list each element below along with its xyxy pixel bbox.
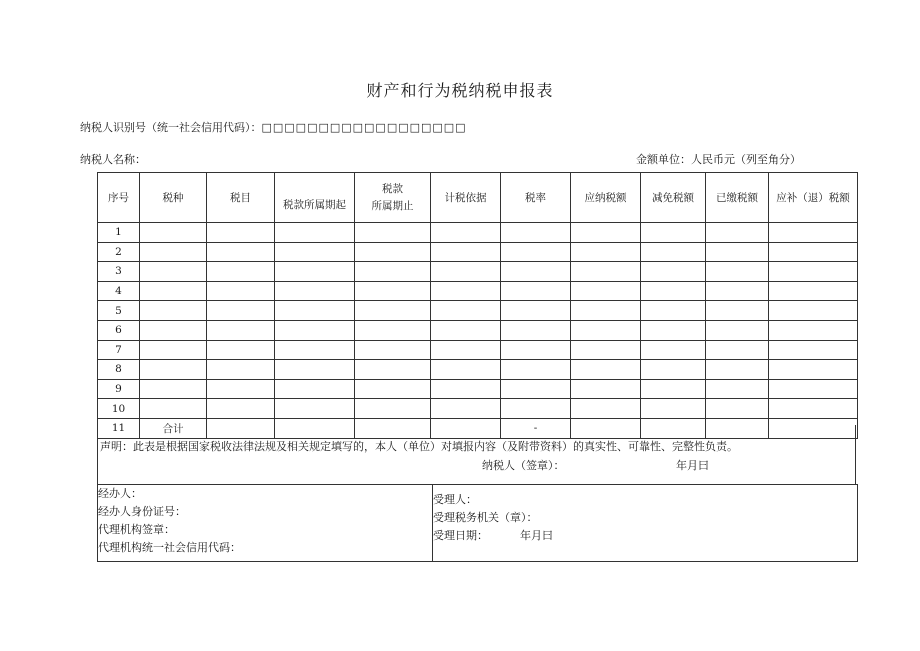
- table-row: [98, 301, 858, 321]
- table-cell[interactable]: [641, 262, 706, 282]
- table-cell[interactable]: [641, 281, 706, 301]
- header-period-end-line2: 所属期止: [371, 199, 414, 212]
- agency-code-label: 代理机构统一社会信用代码：: [98, 541, 241, 554]
- table-cell[interactable]: [431, 223, 501, 243]
- table-cell[interactable]: [769, 301, 858, 321]
- table-cell[interactable]: [706, 340, 769, 360]
- table-cell[interactable]: [355, 301, 431, 321]
- table-cell[interactable]: [571, 242, 641, 262]
- table-body: [98, 223, 858, 419]
- taxpayer-name-label: 纳税人名称：: [80, 153, 146, 166]
- header-period-start: 税款所属期起: [275, 173, 355, 223]
- agent-block: [98, 485, 433, 562]
- agent-acceptance-table: [97, 484, 858, 562]
- table-cell[interactable]: [769, 223, 858, 243]
- table-cell[interactable]: [641, 379, 706, 399]
- row-seq: 8: [98, 360, 140, 380]
- table-header-row: [98, 173, 858, 223]
- acceptance-block: [433, 485, 858, 562]
- table-cell[interactable]: [355, 320, 431, 340]
- table-cell[interactable]: [501, 360, 571, 380]
- table-cell[interactable]: [769, 399, 858, 419]
- table-cell[interactable]: [140, 360, 207, 380]
- row-seq: 6: [98, 320, 140, 340]
- header-period-end: [355, 173, 431, 223]
- acceptance-date-value: 年月曰: [520, 529, 553, 542]
- table-cell[interactable]: [140, 340, 207, 360]
- table-cell[interactable]: [431, 399, 501, 419]
- table-cell[interactable]: [641, 360, 706, 380]
- table-cell[interactable]: [355, 360, 431, 380]
- statement-date-label: 年月曰: [676, 459, 709, 472]
- table-cell[interactable]: [275, 242, 355, 262]
- table-cell[interactable]: [706, 320, 769, 340]
- table-cell[interactable]: [431, 320, 501, 340]
- table-row: [98, 379, 858, 399]
- table-cell[interactable]: [431, 301, 501, 321]
- row-seq: 4: [98, 281, 140, 301]
- table-cell[interactable]: [706, 281, 769, 301]
- table-cell[interactable]: [207, 399, 275, 419]
- table-cell[interactable]: [275, 320, 355, 340]
- tax-declaration-table: [97, 172, 858, 439]
- table-cell[interactable]: [571, 320, 641, 340]
- header-tax-item: 税目: [207, 173, 275, 223]
- acceptance-date-label: 受理日期：: [433, 529, 488, 542]
- table-cell[interactable]: [431, 242, 501, 262]
- table-cell[interactable]: [207, 340, 275, 360]
- table-cell[interactable]: [501, 340, 571, 360]
- table-cell[interactable]: [769, 262, 858, 282]
- table-cell[interactable]: [207, 320, 275, 340]
- table-cell[interactable]: [355, 399, 431, 419]
- header-refund: 应补（退）税额: [769, 173, 858, 223]
- table-cell[interactable]: [275, 360, 355, 380]
- table-row: [98, 320, 858, 340]
- table-cell[interactable]: [641, 242, 706, 262]
- total-label: 合计: [140, 418, 207, 438]
- table-cell[interactable]: [501, 223, 571, 243]
- table-cell[interactable]: [207, 262, 275, 282]
- table-cell[interactable]: [769, 320, 858, 340]
- table-cell[interactable]: [571, 360, 641, 380]
- table-cell[interactable]: [641, 340, 706, 360]
- table-row: [98, 281, 858, 301]
- table-cell[interactable]: [641, 399, 706, 419]
- table-cell[interactable]: [571, 262, 641, 282]
- authority-label: 受理税务机关（章）：: [433, 511, 538, 524]
- header-payable: 应纳税额: [571, 173, 641, 223]
- table-cell[interactable]: [706, 379, 769, 399]
- table-cell[interactable]: [207, 301, 275, 321]
- table-cell[interactable]: [706, 262, 769, 282]
- table-cell[interactable]: [140, 242, 207, 262]
- table-cell[interactable]: [275, 340, 355, 360]
- header-period-end-line1: 税款: [382, 182, 403, 195]
- table-cell[interactable]: [706, 301, 769, 321]
- row-seq: 10: [98, 399, 140, 419]
- table-cell[interactable]: [571, 301, 641, 321]
- table-cell[interactable]: [501, 262, 571, 282]
- total-rate: -: [501, 418, 571, 438]
- form-title: 财产和行为税纳税申报表: [366, 81, 554, 100]
- table-cell[interactable]: [355, 281, 431, 301]
- table-cell[interactable]: [571, 379, 641, 399]
- header-tax-type: 税种: [140, 173, 207, 223]
- table-cell[interactable]: [355, 223, 431, 243]
- row-seq: 5: [98, 301, 140, 321]
- table-cell[interactable]: [571, 399, 641, 419]
- table-cell[interactable]: [207, 379, 275, 399]
- amount-unit-label: 金额单位：人民币元（列至角分）: [636, 153, 801, 166]
- table-cell[interactable]: [355, 242, 431, 262]
- table-cell[interactable]: [501, 301, 571, 321]
- table-cell[interactable]: [769, 379, 858, 399]
- table-cell[interactable]: [706, 242, 769, 262]
- table-cell[interactable]: [275, 301, 355, 321]
- table-cell[interactable]: [207, 242, 275, 262]
- table-cell[interactable]: [641, 223, 706, 243]
- table-cell[interactable]: [275, 399, 355, 419]
- table-cell[interactable]: [355, 262, 431, 282]
- table-cell[interactable]: [140, 301, 207, 321]
- table-row: [98, 223, 858, 243]
- table-cell[interactable]: [501, 281, 571, 301]
- row-seq: 7: [98, 340, 140, 360]
- table-cell[interactable]: [355, 379, 431, 399]
- table-cell[interactable]: [571, 340, 641, 360]
- declaration-statement: [97, 425, 856, 484]
- table-cell[interactable]: [207, 281, 275, 301]
- table-cell[interactable]: [641, 320, 706, 340]
- taxpayer-id-label: 纳税人识别号（统一社会信用代码）：: [80, 121, 262, 134]
- table-cell[interactable]: [769, 360, 858, 380]
- table-cell[interactable]: [769, 242, 858, 262]
- table-row: [98, 340, 858, 360]
- row-seq: 9: [98, 379, 140, 399]
- table-cell[interactable]: [275, 281, 355, 301]
- total-seq: 11: [98, 418, 140, 438]
- taxpayer-sign-label: 纳税人（签章）：: [482, 459, 565, 472]
- table-cell[interactable]: [431, 340, 501, 360]
- table-cell[interactable]: [769, 340, 858, 360]
- row-seq: 2: [98, 242, 140, 262]
- table-row: [98, 399, 858, 419]
- table-cell[interactable]: [431, 262, 501, 282]
- header-basis: 计税依据: [431, 173, 501, 223]
- table-cell[interactable]: [140, 281, 207, 301]
- table-cell[interactable]: [571, 281, 641, 301]
- table-cell[interactable]: [207, 360, 275, 380]
- table-cell[interactable]: [706, 223, 769, 243]
- header-seq: 序号: [98, 173, 140, 223]
- table-cell[interactable]: [275, 262, 355, 282]
- handler-id-label: 经办人身份证号：: [98, 505, 186, 518]
- acceptance-date-line: [433, 527, 857, 545]
- header-rate: 税率: [501, 173, 571, 223]
- table-cell[interactable]: [706, 360, 769, 380]
- table-cell[interactable]: [641, 301, 706, 321]
- table-cell[interactable]: [140, 399, 207, 419]
- table-cell[interactable]: [769, 281, 858, 301]
- table-cell[interactable]: [140, 379, 207, 399]
- table-cell[interactable]: [501, 379, 571, 399]
- header-paid: 已缴税额: [706, 173, 769, 223]
- row-seq: 1: [98, 223, 140, 243]
- table-cell[interactable]: [140, 223, 207, 243]
- table-cell[interactable]: [431, 360, 501, 380]
- table-row: [98, 262, 858, 282]
- table-cell[interactable]: [275, 223, 355, 243]
- table-cell[interactable]: [140, 262, 207, 282]
- table-cell[interactable]: [706, 399, 769, 419]
- table-cell[interactable]: [501, 242, 571, 262]
- table-cell[interactable]: [207, 223, 275, 243]
- table-cell[interactable]: [431, 379, 501, 399]
- table-cell[interactable]: [355, 340, 431, 360]
- table-cell[interactable]: [275, 379, 355, 399]
- taxpayer-id-boxes[interactable]: □□□□□□□□□□□□□□□□□□: [261, 121, 467, 134]
- table-cell[interactable]: [140, 320, 207, 340]
- table-row: [98, 242, 858, 262]
- table-cell[interactable]: [431, 281, 501, 301]
- taxpayer-id-line: [80, 119, 467, 135]
- receiver-label: 受理人：: [433, 493, 477, 506]
- table-cell[interactable]: [501, 399, 571, 419]
- handler-label: 经办人：: [98, 487, 142, 500]
- table-cell[interactable]: [501, 320, 571, 340]
- agency-sign-label: 代理机构签章：: [98, 523, 175, 536]
- table-row: [98, 360, 858, 380]
- statement-text: 声明：此表是根据国家税收法律法规及相关规定填写的，本人（单位）对填报内容（及附带资料）的真实性、可靠性、完整性负责。: [100, 440, 738, 453]
- header-reduction: 减免税额: [641, 173, 706, 223]
- row-seq: 3: [98, 262, 140, 282]
- table-cell[interactable]: [571, 223, 641, 243]
